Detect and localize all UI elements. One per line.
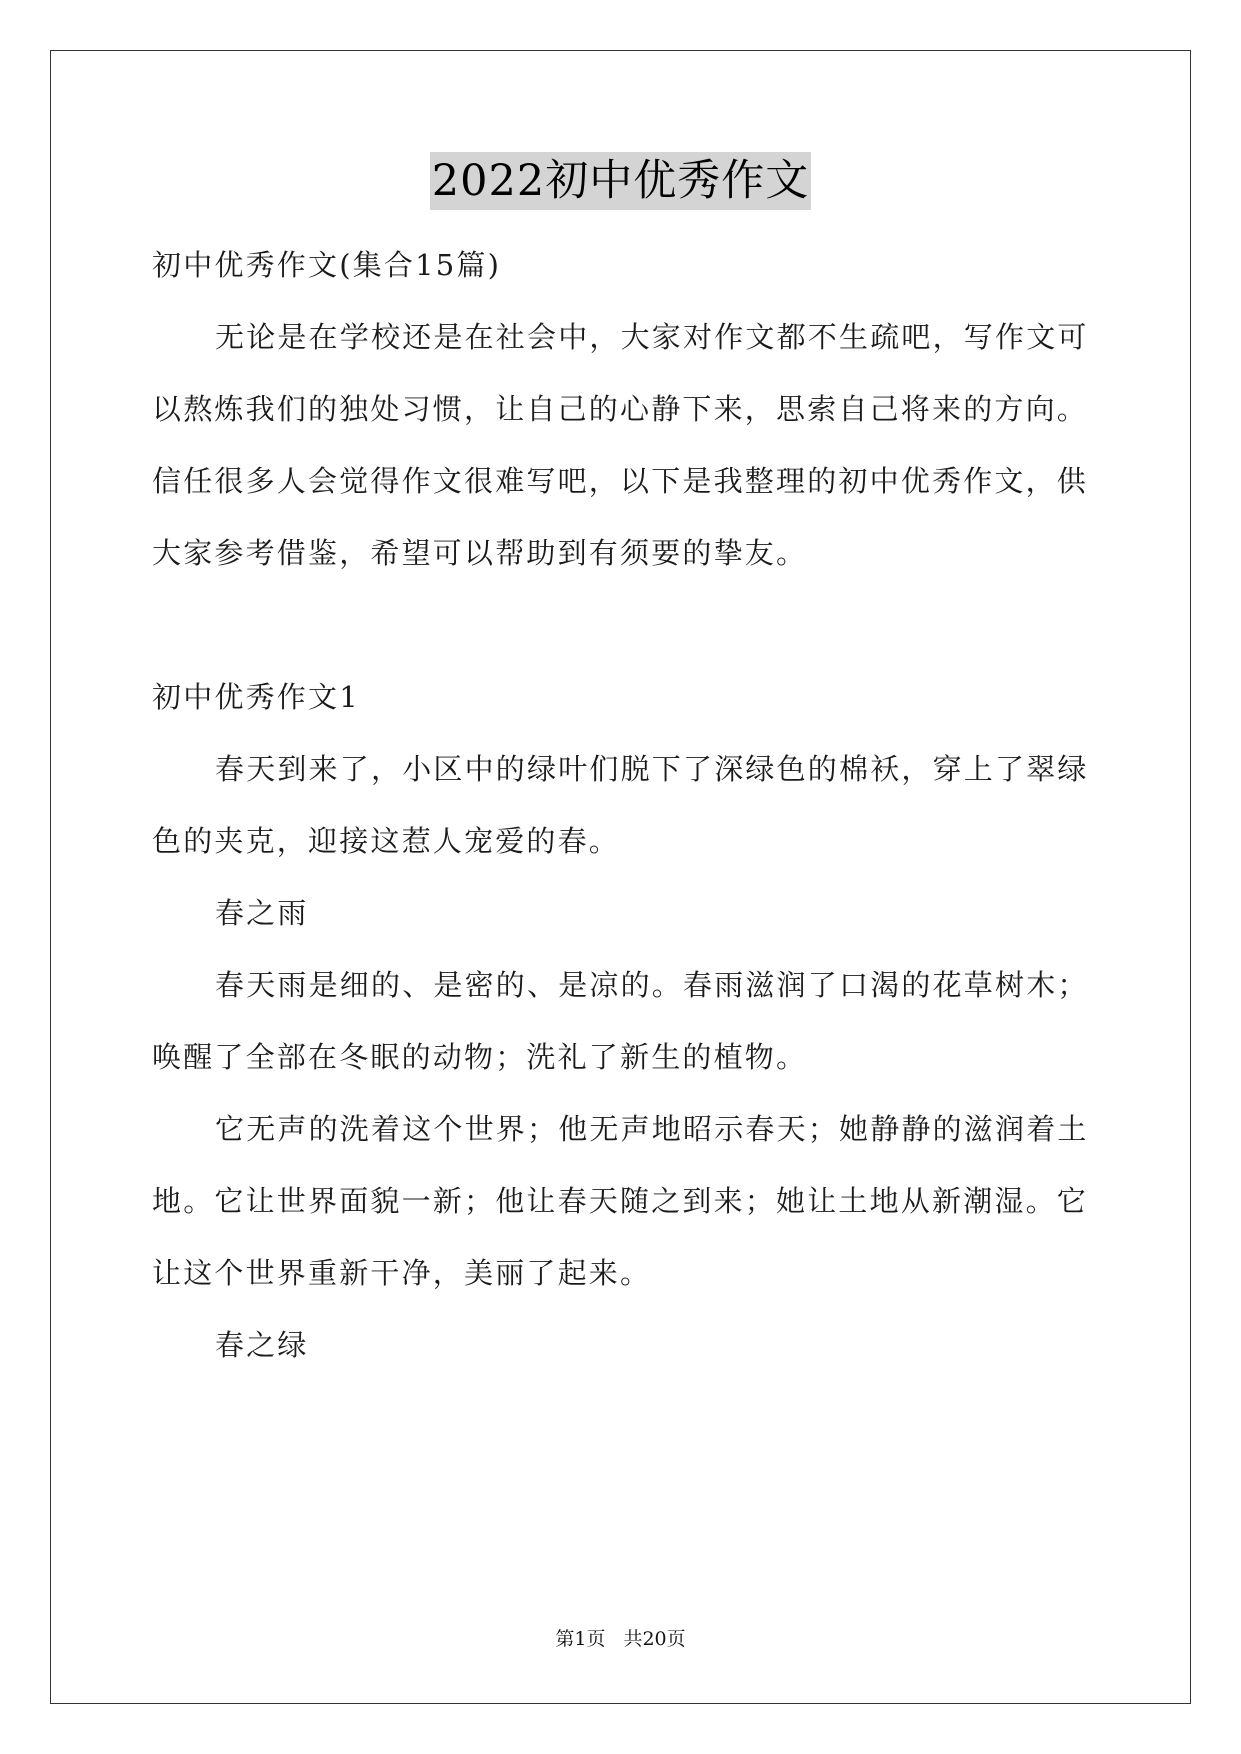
page-footer [0,1626,1241,1652]
section-heading: 初中优秀作文1 [152,680,360,714]
page-border [50,50,1191,1704]
intro-paragraph-line: 以熬炼我们的独处习惯，让自己的心静下来，思索自己将来的方向。 [152,392,1089,426]
subsection-heading: 春之雨 [215,896,309,930]
document-subtitle: 初中优秀作文(集合15篇) [152,248,502,282]
page-number-current: 第1页 [555,1628,606,1650]
intro-paragraph-line: 大家参考借鉴，希望可以帮助到有须要的挚友。 [152,536,808,570]
intro-paragraph-line: 信任很多人会觉得作文很难写吧，以下是我整理的初中优秀作文，供 [152,464,1089,498]
body-paragraph-line: 让这个世界重新干净，美丽了起来。 [152,1256,652,1290]
document-title: 2022初中优秀作文 [430,152,811,210]
body-paragraph-line: 它无声的洗着这个世界；他无声地昭示春天；她静静的滋润着土 [215,1112,1089,1146]
title-container [0,152,1241,210]
intro-paragraph-line: 无论是在学校还是在社会中，大家对作文都不生疏吧，写作文可 [215,320,1089,354]
body-paragraph-line: 春天雨是细的、是密的、是凉的。春雨滋润了口渴的花草树木； [215,968,1089,1002]
body-paragraph-line: 春天到来了，小区中的绿叶们脱下了深绿色的棉袄，穿上了翠绿 [215,752,1089,786]
body-paragraph-line: 唤醒了全部在冬眠的动物；洗礼了新生的植物。 [152,1040,808,1074]
page-number-total: 共20页 [623,1628,686,1650]
body-paragraph-line: 地。它让世界面貌一新；他让春天随之到来；她让土地从新潮湿。它 [152,1184,1089,1218]
body-paragraph-line: 色的夹克，迎接这惹人宠爱的春。 [152,824,621,858]
subsection-heading: 春之绿 [215,1328,309,1362]
